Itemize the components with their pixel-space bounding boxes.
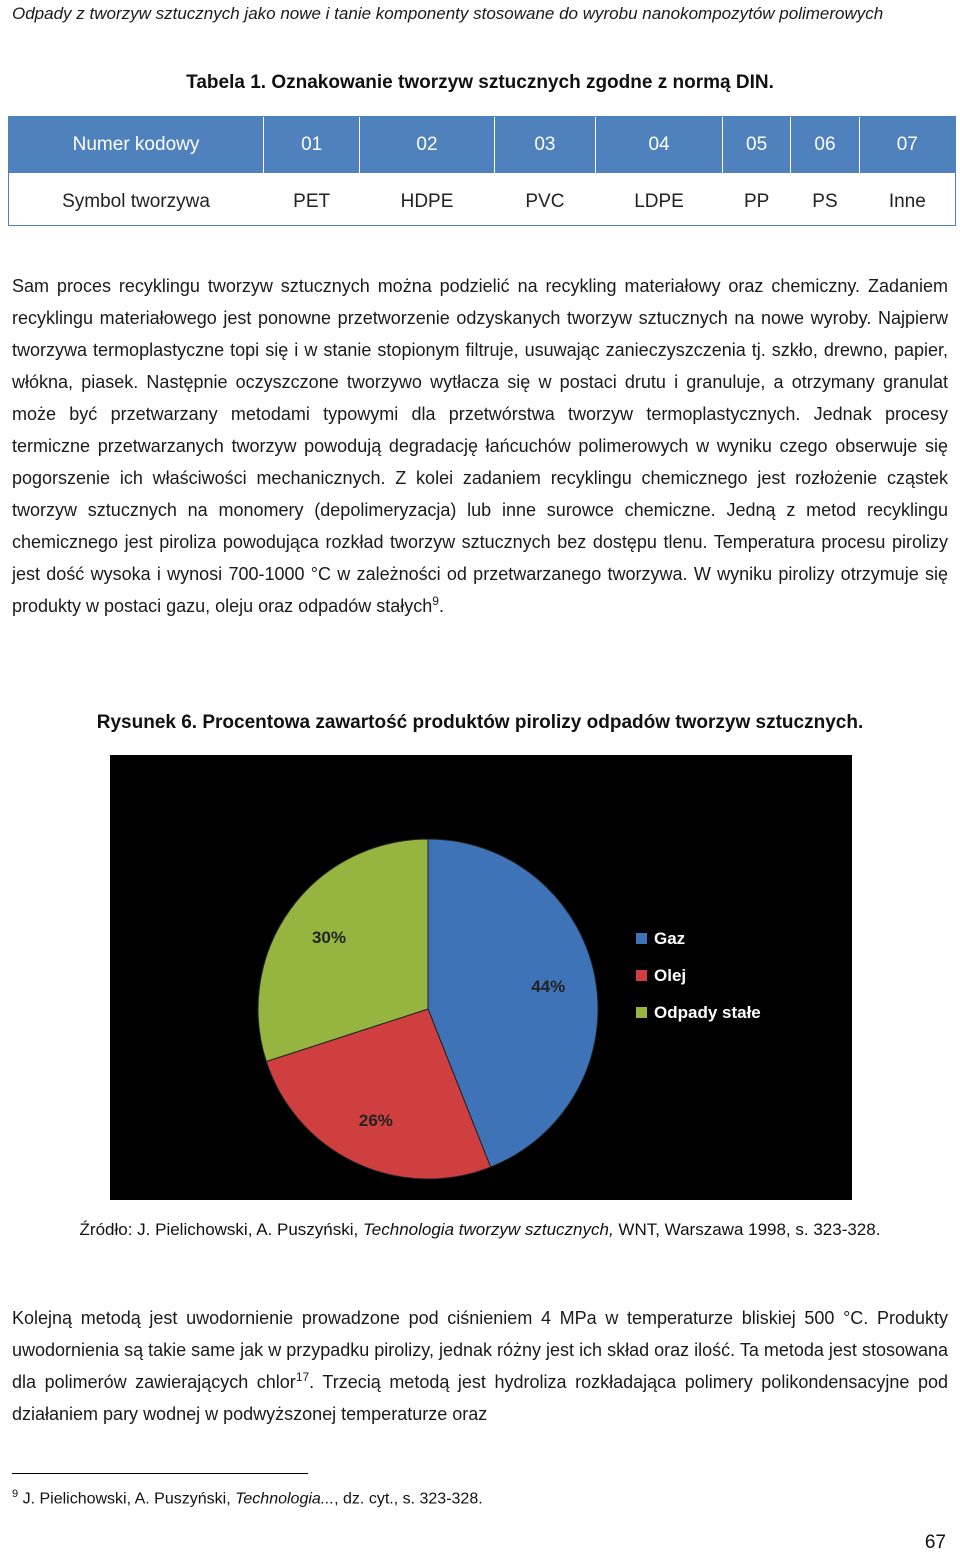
table-cell: PS [791,174,859,231]
footnote-suffix: , dz. cyt., s. 323-328. [334,1490,483,1508]
table-cell: 01 [264,117,360,174]
table-cell: LDPE [596,174,723,231]
table-row [9,117,956,174]
table-cell: 04 [596,117,723,174]
figure-source [12,1220,948,1240]
table-title: Tabela 1. Oznakowanie tworzyw sztucznych zgodne z normą DIN. [186,72,774,93]
source-prefix: Źródło: J. Pielichowski, A. Puszyński, [79,1220,363,1239]
legend-swatch [636,970,647,981]
table-row [9,174,956,231]
footnote [12,1488,483,1508]
running-header: Odpady z tworzyw sztucznych jako nowe i tanie komponenty stosowane do wyrobu nanokompozytów polimerowych [12,4,884,23]
pie-data-label: 44% [531,977,566,997]
source-suffix: WNT, Warszawa 1998, s. 323-328. [613,1220,881,1239]
footnote-prefix: J. Pielichowski, A. Puszyński, [18,1490,236,1508]
paragraph-end: . [438,596,444,616]
legend-swatch [636,1007,647,1018]
paragraph-text: Kolejną metodą jest uwodornienie prowadzone pod ciśnieniem 4 MPa w temperaturze bliskiej 500 °C. Produkty uwodornienia są takie same jak w przypadku pirolizy, jednak różny jest ich skład oraz ilość. Ta metoda jest stosowana dla polimerów zawierających chlor [12,1308,948,1392]
pie-data-label: 30% [311,928,346,948]
paragraph-text: Sam proces recyklingu tworzyw sztucznych można podzielić na recykling materiałowy oraz chemiczny. Zadaniem recyklingu materiałowego jest ponowne przetworzenie odzyskanych tworzyw sztucznych na nowe wyroby. Najpierw tworzywa termoplastyczne topi się i w stanie stopionym filtruje, usuwając zanieczyszczenia tj. szkło, drewno, papier, włókna, piasek. Następnie oczyszczone tworzywo wytłacza się w postaci drutu i granuluje, a otrzymany granulat może być przetwarzany metodami typowymi dla przetwórstwa tworzyw termoplastycznych. Jednak procesy termiczne przetwarzanych tworzyw powodują degradację łańcuchów polimerowych w wyniku czego obserwuje się pogorszenie ich właściwości mechanicznych. Z kolei zadaniem recyklingu chemicznego jest rozłożenie cząstek tworzyw sztucznych na monomery (depolimeryzacja) lub inne surowce chemiczne. Jedną z metod recyklingu chemicznego jest piroliza powodująca rozkład tworzyw sztucznych bez dostępu tlenu. Temperatura procesu pirolizy jest dość wysoka i wynosi 700-1000 °C w zależności od przetwarzanego tworzywa. W wyniku pirolizy otrzymuje się produkty w postaci gazu, oleju oraz odpadów stałych [12,276,948,616]
figure-title: Rysunek 6. Procentowa zawartość produktów pirolizy odpadów tworzyw sztucznych. [96,712,864,733]
table-cell: Inne [859,174,955,231]
table-cell: HDPE [360,174,494,231]
pie-data-label: 26% [358,1110,393,1130]
footnote-ref[interactable]: 9 [432,594,439,608]
source-title: Technologia tworzyw sztucznych, [362,1220,614,1239]
table-cell: 02 [360,117,494,174]
table-cell: 07 [859,117,955,174]
table-cell: Numer kodowy [9,117,264,174]
pie-chart-svg [110,755,852,1200]
footnote-title: Technologia... [235,1490,335,1508]
footnote-separator [12,1473,308,1474]
table-cell: PET [264,174,360,231]
table-cell: 03 [494,117,595,174]
table-cell: PP [722,174,790,231]
footnote-number: 9 [12,1488,19,1500]
table-cell: Symbol tworzywa [9,174,264,231]
table-cell: PVC [494,174,595,231]
paragraph-text: . Trzecią metodą jest hydroliza rozkładająca polimery polikondensacyjne pod działaniem pary wodnej w podwyższonej temperaturze oraz [12,1372,948,1424]
legend-swatch [636,933,647,944]
legend-label: Odpady stałe [654,1003,761,1022]
legend-label: Olej [654,966,687,985]
table-cell: 06 [791,117,859,174]
table-cell: 05 [722,117,790,174]
paragraph-hydrogenation [12,1302,948,1430]
din-code-table [8,116,956,231]
pie-chart [110,755,852,1200]
page-number: 67 [924,1532,946,1553]
paragraph-recycling [12,270,948,622]
footnote-ref[interactable]: 17 [295,1370,310,1384]
legend-label: Gaz [654,929,686,948]
